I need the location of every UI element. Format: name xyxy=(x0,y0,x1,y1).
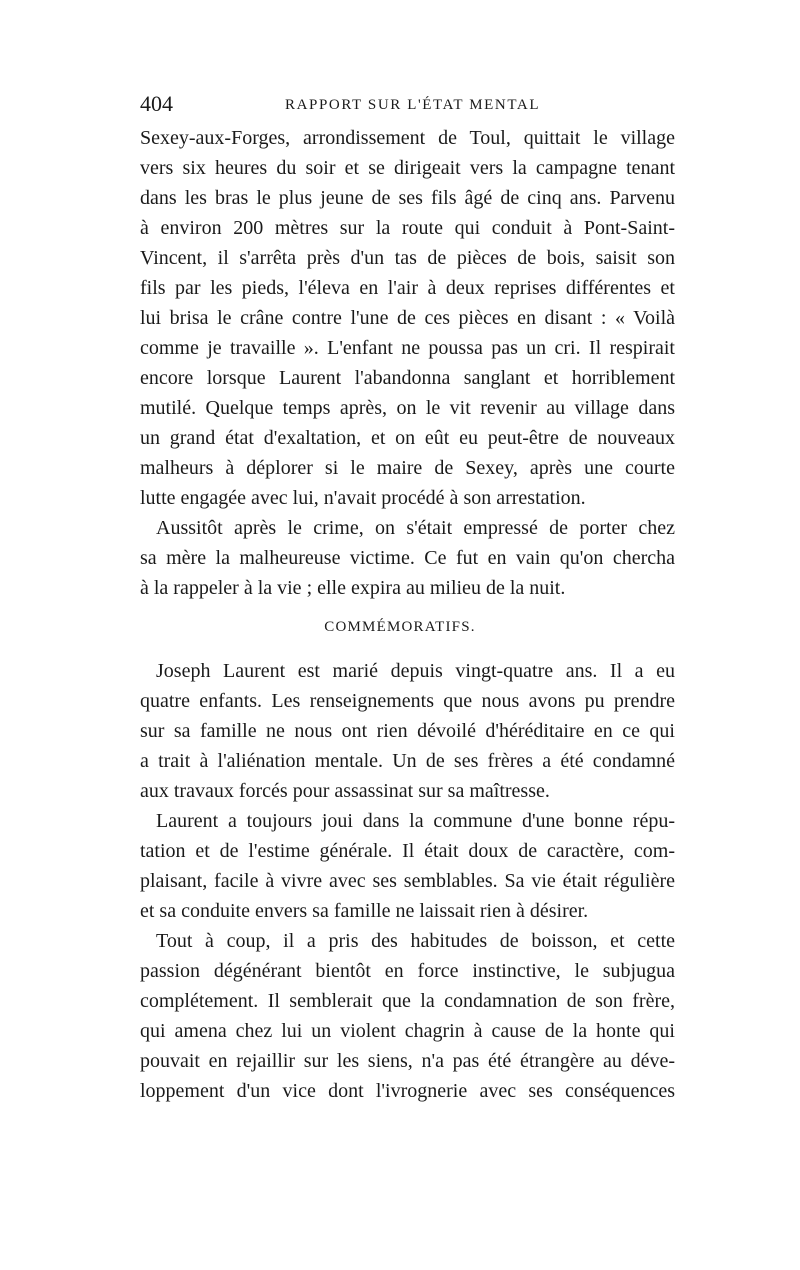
text-line: encore lorsque Laurent l'abandonna sanglant et horriblement xyxy=(140,367,675,389)
text-line: comme je travaille ». L'enfant ne poussa pas un cri. Il respirait xyxy=(140,337,675,359)
text-line: aux travaux forcés pour assassinat sur sa maîtresse. xyxy=(140,780,550,802)
text-line: lutte engagée avec lui, n'avait procédé à son arrestation. xyxy=(140,487,586,509)
text-line: dans les bras le plus jeune de ses fils âgé de cinq ans. Parvenu xyxy=(140,187,675,209)
page-header xyxy=(140,89,675,119)
text-line: sa mère la malheureuse victime. Ce fut en vain qu'on chercha xyxy=(140,547,675,569)
text-line: tation et de l'estime générale. Il était doux de caractère, com- xyxy=(140,840,675,862)
text-line: et sa conduite envers sa famille ne laissait rien à désirer. xyxy=(140,900,589,922)
text-line: Tout à coup, il a pris des habitudes de boisson, et cette xyxy=(156,930,675,952)
text-line: plaisant, facile à vivre avec ses semblables. Sa vie était régulière xyxy=(140,870,675,892)
running-head: RAPPORT SUR L'ÉTAT MENTAL xyxy=(285,97,541,113)
text-line: qui amena chez lui un violent chagrin à cause de la honte qui xyxy=(140,1020,675,1042)
text-line: Aussitôt après le crime, on s'était empressé de porter chez xyxy=(156,517,675,539)
text-line: Sexey-aux-Forges, arrondissement de Toul, quittait le village xyxy=(140,127,675,149)
text-line: Laurent a toujours joui dans la commune d'une bonne répu- xyxy=(156,810,675,832)
text-line: passion dégénérant bientôt en force instinctive, le subjugua xyxy=(140,960,675,982)
text-line: Joseph Laurent est marié depuis vingt-quatre ans. Il a eu xyxy=(156,660,675,682)
text-line: malheurs à déplorer si le maire de Sexey, après une courte xyxy=(140,457,675,479)
section-title: COMMÉMORATIFS. xyxy=(324,619,476,635)
text-line: a trait à l'aliénation mentale. Un de ses frères a été condamné xyxy=(140,750,675,772)
text-line: Vincent, il s'arrêta près d'un tas de pièces de bois, saisit son xyxy=(140,247,675,269)
text-line: loppement d'un vice dont l'ivrognerie avec ses conséquences xyxy=(140,1080,675,1102)
text-line: sur sa famille ne nous ont rien dévoilé d'héréditaire en ce qui xyxy=(140,720,675,742)
text-line: lui brisa le crâne contre l'une de ces pièces en disant : « Voilà xyxy=(140,307,675,329)
text-line: fils par les pieds, l'éleva en l'air à deux reprises différentes et xyxy=(140,277,675,299)
text-line: à environ 200 mètres sur la route qui conduit à Pont-Saint- xyxy=(140,217,675,239)
text-line: à la rappeler à la vie ; elle expira au milieu de la nuit. xyxy=(140,577,566,599)
text-line: un grand état d'exaltation, et on eût eu peut-être de nouveaux xyxy=(140,427,675,449)
text-line: quatre enfants. Les renseignements que nous avons pu prendre xyxy=(140,690,675,712)
text-line: vers six heures du soir et se dirigeait vers la campagne tenant xyxy=(140,157,675,179)
text-line: complétement. Il semblerait que la condamnation de son frère, xyxy=(140,990,675,1012)
text-line: pouvait en rejaillir sur les siens, n'a pas été étrangère au déve- xyxy=(140,1050,675,1072)
text-line: mutilé. Quelque temps après, on le vit revenir au village dans xyxy=(140,397,675,419)
page-number: 404 xyxy=(140,91,173,116)
